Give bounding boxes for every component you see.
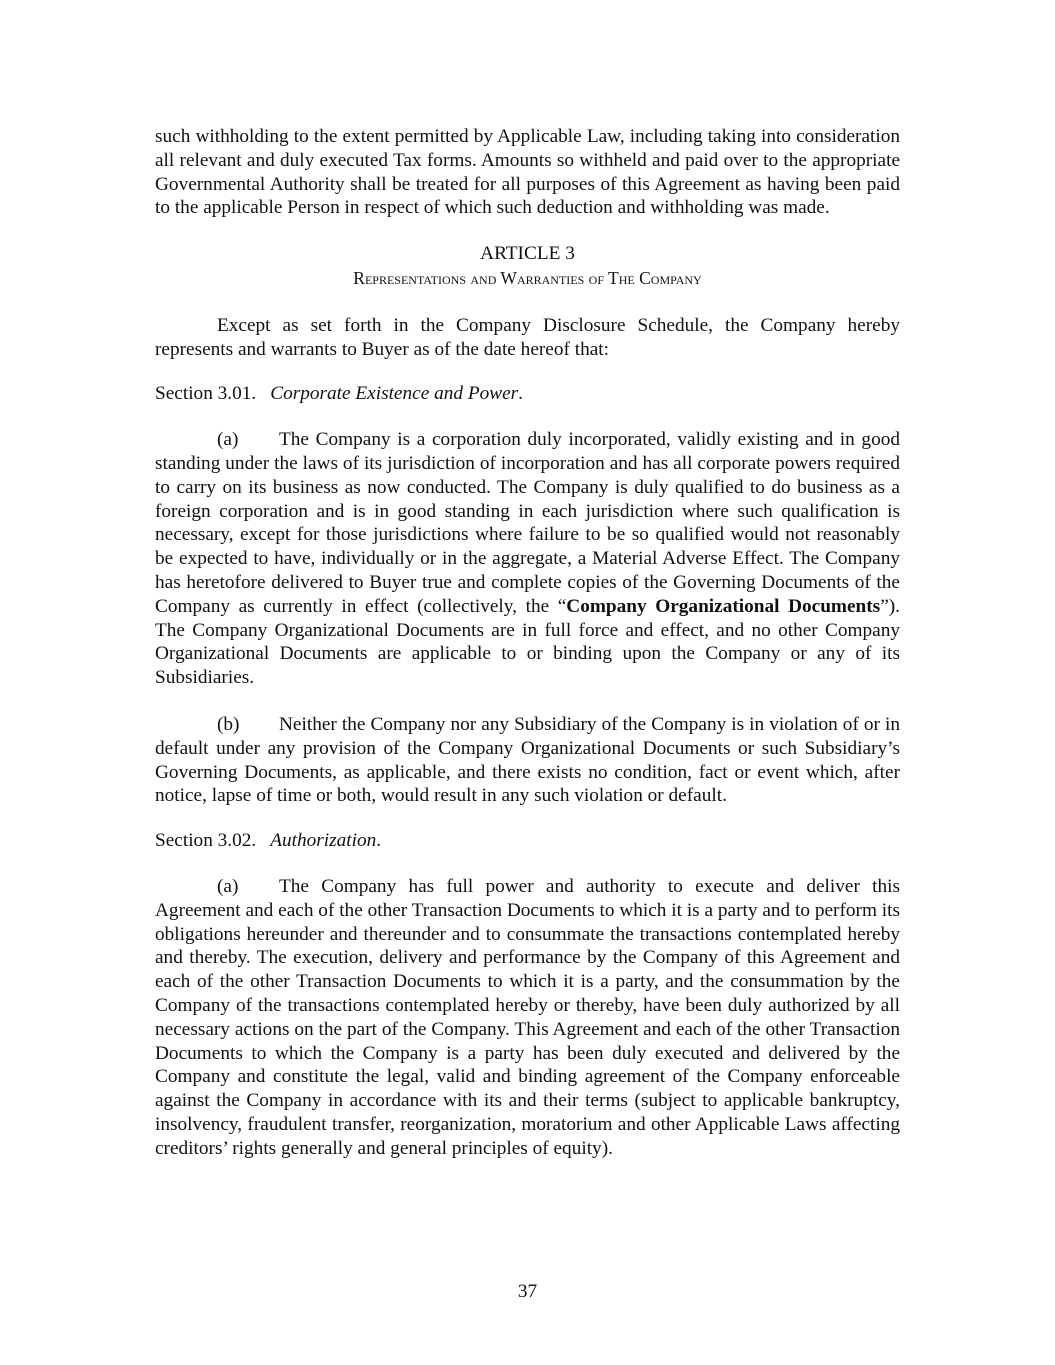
clause-label: (a) [217,429,239,451]
article-subtitle: Representations and Warranties of The Company [353,267,702,288]
clause-3-02-a: (a) The Company has full power and authority to execute and deliver this Agreement and each of the other Transaction Documents to which it is a party and to perform its obligations hereunder and thereunder and to consummate the transactions contemplated hereby and thereby. The execution, delivery and performance by the Company of this Agreement and each of the other Transaction Documents to which it is a party, and the consummation by the Company of the transactions contemplated hereby or thereby, have been duly authorized by all necessary actions on the part of the Company. This Agreement and each of the other Transaction Documents to which the Company is a party has been duly executed and delivered by the Company and constitute the legal, valid and binding agreement of the Company enforceable against the Company in accordance with its and their terms (subject to applicable bankruptcy, insolvency, fraudulent transfer, reorganization, moratorium and other Applicable Laws affecting creditors’ rights generally and general principles of equity). [155,875,900,1159]
preamble-paragraph: Except as set forth in the Company Disclosure Schedule, the Company hereby represents and warrants to Buyer as of the date hereof that: [155,314,900,360]
clause-label: (b) [217,713,240,735]
article-title: ARTICLE 3 [480,243,575,265]
clause-label: (a) [217,875,239,897]
clause-3-01-a: (a) The Company is a corporation duly incorporated, validly existing and in good standing under the laws of its jurisdiction of incorporation and has all corporate powers required to carry on its business as now conducted. The Company is duly qualified to do business as a foreign corporation and is in good standing in each jurisdiction where such qualification is necessary, except for those jurisdictions where failure to be so qualified would not reasonably be expected to have, individually or in the aggregate, a Material Adverse Effect. The Company has heretofore delivered to Buyer true and complete copies of the Governing Documents of the Company as currently in effect (collectively, the “Company Organizational Documents”). The Company Organizational Documents are in full force and effect, and no other Company Organizational Documents are applicable to or binding upon the Company or any of its Subsidiaries. [155,429,901,689]
section-number: Section 3.01. [155,383,257,405]
section-heading-3-01: Section 3.01. Corporate Existence and Power. [155,383,523,405]
clause-3-01-b: (b) Neither the Company nor any Subsidiary of the Company is in violation of or in default under any provision of the Company Organizational Documents or such Subsidiary’s Governing Documents, as applicable, and there exists no condition, fact or event which, after notice, lapse of time or both, would result in any such violation or default. [155,713,900,807]
defined-term: Company Organizational Documents [566,595,881,617]
document-page [155,125,900,1160]
section-heading-3-02: Section 3.02. Authorization. [155,830,382,852]
section-title: Authorization [270,830,377,852]
intro-paragraph: such withholding to the extent permitted by Applicable Law, including taking into consideration all relevant and duly executed Tax forms. Amounts so withheld and paid over to the appropriate Governmental Authority shall be treated for all purposes of this Agreement as having been paid to the applicable Person in respect of which such deduction and withholding was made. [155,126,900,219]
section-title: Corporate Existence and Power [270,383,519,405]
section-number: Section 3.02. [155,830,257,852]
page-number: 37 [517,1281,538,1302]
